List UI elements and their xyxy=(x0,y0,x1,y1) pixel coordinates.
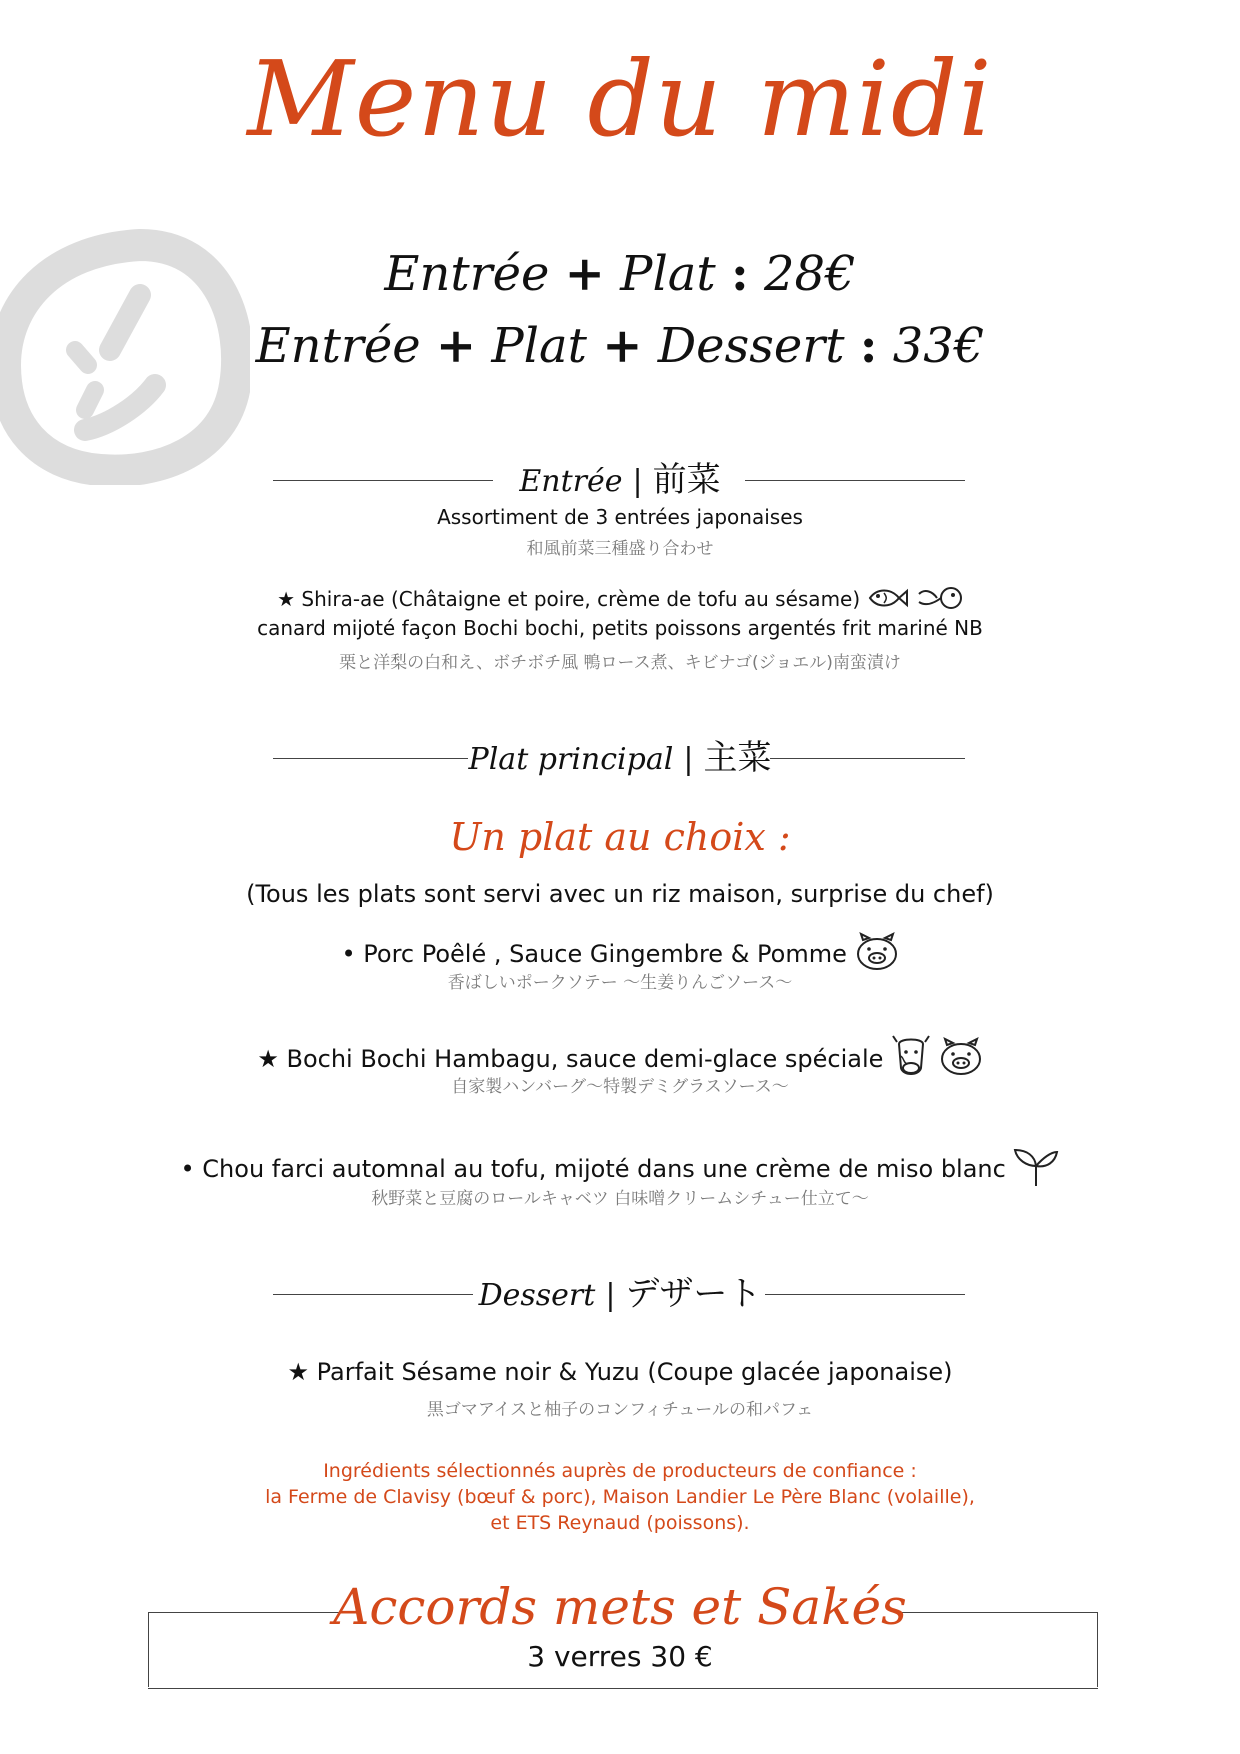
section-heading-dessert xyxy=(0,1266,1240,1315)
price-label-entree: Entrée xyxy=(255,318,421,374)
entree-item2-line1 xyxy=(0,584,1240,617)
section-separator: | xyxy=(605,1278,616,1313)
section-heading-entree xyxy=(0,452,1240,501)
section-label: Plat principal xyxy=(468,742,674,777)
entree-item-fr: Assortiment de 3 entrées japonaises xyxy=(437,505,803,529)
section-label-jp: デザート xyxy=(625,1274,762,1314)
section-label-jp: 前菜 xyxy=(652,460,721,500)
price-line-full xyxy=(0,318,1240,374)
section-label-jp: 主菜 xyxy=(703,738,772,778)
choice-title: Un plat au choix : xyxy=(449,815,791,859)
sourcing-line: et ETS Reynaud (poissons). xyxy=(490,1512,750,1534)
plat-item-text: • Porc Poêlé , Sauce Gingembre & Pomme xyxy=(341,940,847,968)
sourcing-line: Ingrédients sélectionnés auprès de producteurs de confiance : xyxy=(323,1460,917,1482)
plus-sign: + xyxy=(564,246,605,302)
rice-note: (Tous les plats sont servi avec un riz maison, surprise du chef) xyxy=(246,880,994,908)
plat-item-chou-jp: 秋野菜と豆腐のロールキャベツ 白味噌クリームシチュー仕立て〜 xyxy=(371,1189,869,1209)
fish-icon xyxy=(867,584,909,617)
entree-item-jp: 和風前菜三種盛り合わせ xyxy=(526,539,714,559)
price-amount-33: 33€ xyxy=(892,318,985,374)
plat-item-text: • Chou farci automnal au tofu, mijoté dans une crème de miso blanc xyxy=(180,1155,1006,1183)
price-line-entree-plat xyxy=(0,246,1240,302)
section-label: Entrée xyxy=(519,464,623,499)
menu-title: Menu du midi xyxy=(247,38,993,160)
price-label-dessert: Dessert xyxy=(657,318,845,374)
section-separator: | xyxy=(683,742,694,777)
entree-item2-line2: canard mijoté façon Bochi bochi, petits poissons argentés frit mariné NB xyxy=(257,616,983,640)
price-label-plat: Plat xyxy=(491,318,587,374)
pairing-price: 3 verres 30 € xyxy=(527,1640,713,1673)
pairing-title: Accords mets et Sakés xyxy=(333,1578,907,1636)
dessert-item-jp: 黒ゴマアイスと柚子のコンフィチュールの和パフェ xyxy=(426,1400,814,1420)
plat-item-porc-jp: 香ばしいポークソテー 〜生姜りんごソース〜 xyxy=(447,973,793,993)
entree-item2-text: ★ Shira-ae (Châtaigne et poire, crème de tofu au sésame) xyxy=(277,587,861,611)
colon: : xyxy=(730,246,749,302)
price-label-entree: Entrée xyxy=(384,246,550,302)
dessert-item: ★ Parfait Sésame noir & Yuzu (Coupe glacée japonaise) xyxy=(287,1358,953,1386)
sourcing-note xyxy=(0,1458,1240,1536)
plus-sign: + xyxy=(602,318,643,374)
colon: : xyxy=(859,318,878,374)
section-heading-plat xyxy=(0,730,1240,779)
box-border-bottom xyxy=(148,1688,1098,1689)
entree-item2-jp: 栗と洋梨の白和え、ボチボチ風 鴨ロース煮、キビナゴ(ジョエル)南蛮漬け xyxy=(339,653,901,673)
shrimp-icon xyxy=(915,584,963,617)
plat-item-text: ★ Bochi Bochi Hambagu, sauce demi-glace spéciale xyxy=(257,1045,884,1073)
plat-item-hambagu-jp: 自家製ハンバーグ〜特製デミグラスソース〜 xyxy=(451,1077,789,1097)
plus-sign: + xyxy=(435,318,477,374)
price-amount-28: 28€ xyxy=(763,246,856,302)
sourcing-line: la Ferme de Clavisy (bœuf & porc), Maison Landier Le Père Blanc (volaille), xyxy=(265,1486,975,1508)
price-label-plat: Plat xyxy=(620,246,716,302)
section-separator: | xyxy=(632,464,643,499)
section-label: Dessert xyxy=(478,1278,596,1313)
